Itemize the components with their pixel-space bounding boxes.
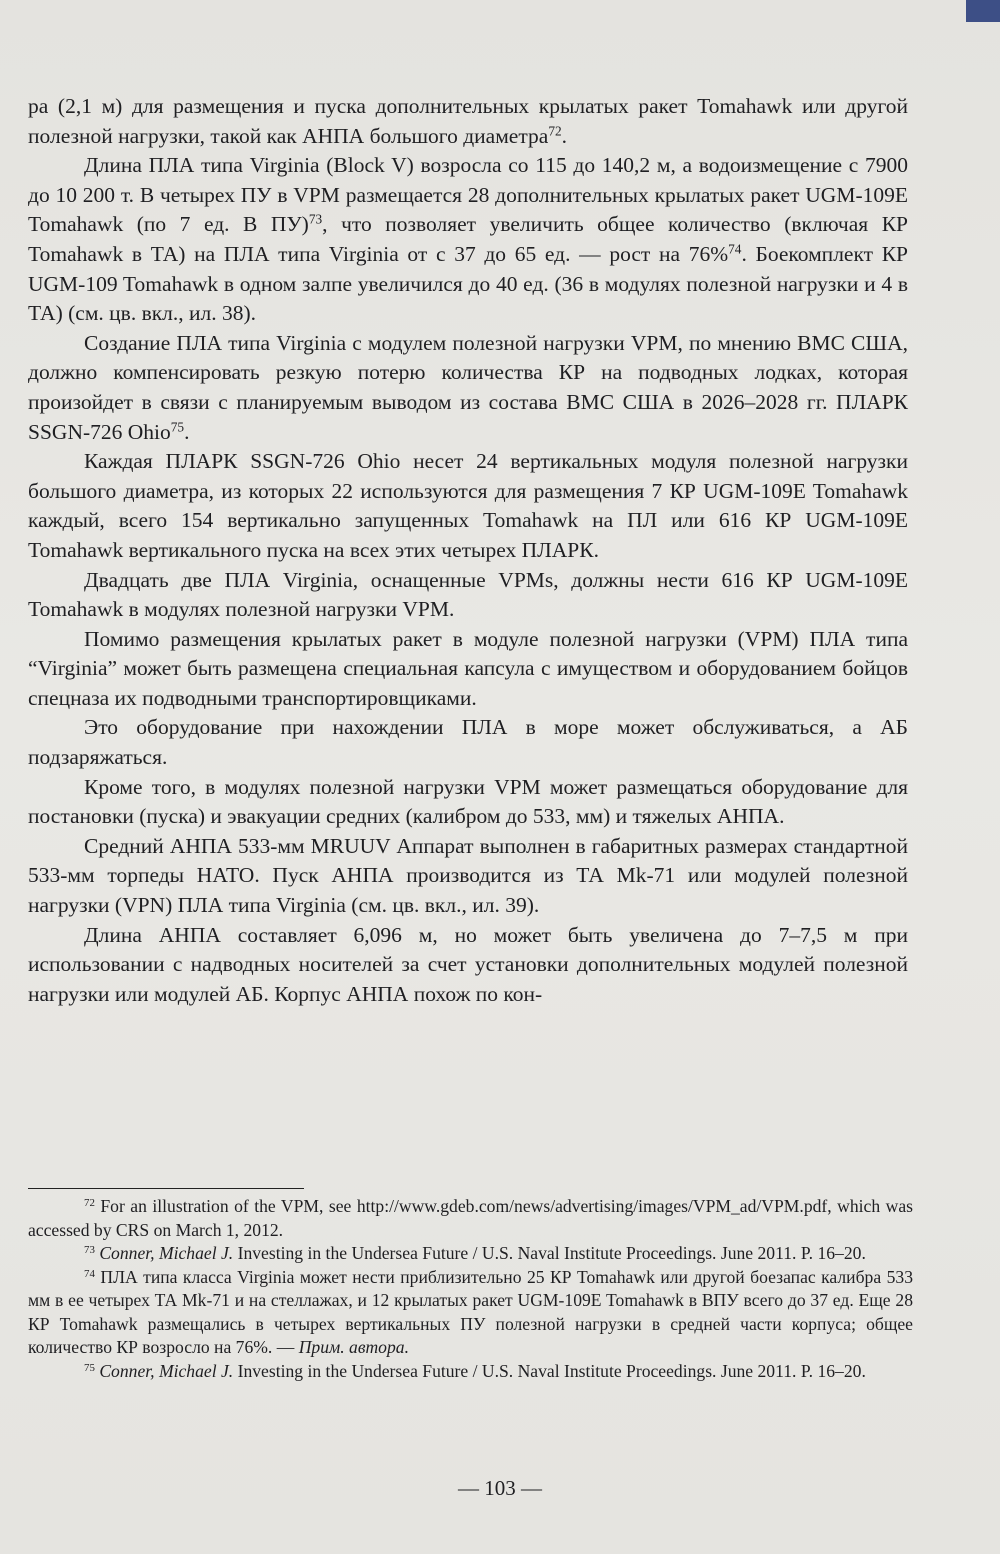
paragraph-1: ра (2,1 м) для размещения и пуска дополнительных крылатых ракет Tomahawk или другой полезной нагрузки, такой как АНПА большого диаметра$^{72}$. (28, 94, 908, 148)
paragraph-2: Длина ПЛА типа Virginia (Block V) возросла со 115 до 140,2 м, а водоизмещение с 7900 до 10 200 т. В четырех ПУ в VPM размещается 28 дополнительных крылатых ракет UGM-109E Tomahawk (по 7 ед. В ПУ)$^{73}$, что позволяет увеличить общее количество (включая КР Tomahawk в ТА) на ПЛА типа Virginia от с 37 до 65 ед. — рост на 76%$^{74}$. Боекомплект КР UGM-109 Tomahawk в одном залпе увеличился до 40 ед. (36 в модулях полезной нагрузки и 4 в ТА) (см. цв. вкл., ил. 38). (28, 153, 908, 326)
paragraph-8: Кроме того, в модулях полезной нагрузки VPM может размещаться оборудование для постановки (пуска) и эвакуации средних (калибром до 533, мм) и тяжелых АНПА. (28, 774, 908, 829)
paragraph-5: Двадцать две ПЛА Virginia, оснащенные VPMs, должны нести 616 КР UGM-109E Tomahawk в модулях полезной нагрузки VPM. (28, 567, 908, 622)
paragraph-4: Каждая ПЛАРК SSGN-726 Ohio несет 24 вертикальных модуля полезной нагрузки большого диаметра, из которых 22 используются для размещения 7 КР UGM-109E Tomahawk каждый, всего 154 вертикально запущенных Tomahawk на ПЛ или 616 КР UGM-109E Tomahawk вертикального пуска на всех этих четырех ПЛАРК. (28, 449, 908, 562)
paragraph-10: Длина АНПА составляет 6,096 м, но может быть увеличена до 7–7,5 м при использовании с надводных носителей за счет установки дополнительных модулей полезной нагрузки или модулей АБ. Корпус АНПА похож по кон- (28, 922, 908, 1006)
paragraph-3: Создание ПЛА типа Virginia с модулем полезной нагрузки VPM, по мнению ВМС США, должно компенсировать резкую потерю количества КР на подводных лодках, которая произойдет в связи с планируемым выводом из состава ВМС США в 2026–2028 гг. ПЛАРК SSGN-726 Ohio$^{75}$. (28, 330, 908, 444)
paragraph-9: Средний АНПА 533-мм MRUUV Аппарат выполнен в габаритных размерах стандартной 533-мм торпеды НАТО. Пуск АНПА производится из ТА Mk-71 или модулей полезной нагрузки (VPN) ПЛА типа Virginia (см. цв. вкл., ил. 39). (28, 833, 908, 918)
main-text (28, 92, 908, 1009)
footnote-74: $^{74}$ ПЛА типа класса Virginia может нести приблизительно 25 КР Tomahawk или другой боезапас калибра 533 мм в ее четырех ТА Mk-71 и на стеллажах, и 12 крылатых ракет UGM-109E Tomahawk в ВПУ всего до 37 ед. Еще 28 КР Tomahawk размещались в четырех вертикальных ПУ полезной нагрузки в средней части корпуса; общее количество КР возросло на 76%. — Прим. автора. (28, 1266, 913, 1357)
footnote-72: $^{72}$ For an illustration of the VPM, see http://www.gdeb.com/news/advertising/images/VPM_ad/VPM.pdf, which was accessed by CRS on March 1, 2012. (28, 1196, 913, 1240)
page-number: — 103 — (458, 1476, 542, 1500)
footnote-73: $^{73}$ Conner, Michael J. Investing in the Undersea Future / U.S. Naval Institute Proceedings. June 2011. P. 16–20. (84, 1243, 866, 1263)
blue-corner-decoration (966, 0, 1000, 22)
paragraph-7: Это оборудование при нахождении ПЛА в море может обслуживаться, а АБ подзаряжаться. (28, 715, 908, 770)
footnotes (28, 1188, 913, 1383)
footnote-75: $^{75}$ Conner, Michael J. Investing in the Undersea Future / U.S. Naval Institute Proceedings. June 2011. P. 16–20. (84, 1360, 866, 1381)
paragraph-6: Помимо размещения крылатых ракет в модуле полезной нагрузки (VPM) ПЛА типа “Virginia” может быть размещена специальная капсула с имуществом и оборудованием бойцов спецназа их подводными транспортировщиками. (28, 626, 908, 710)
footnote-divider (28, 1188, 304, 1189)
